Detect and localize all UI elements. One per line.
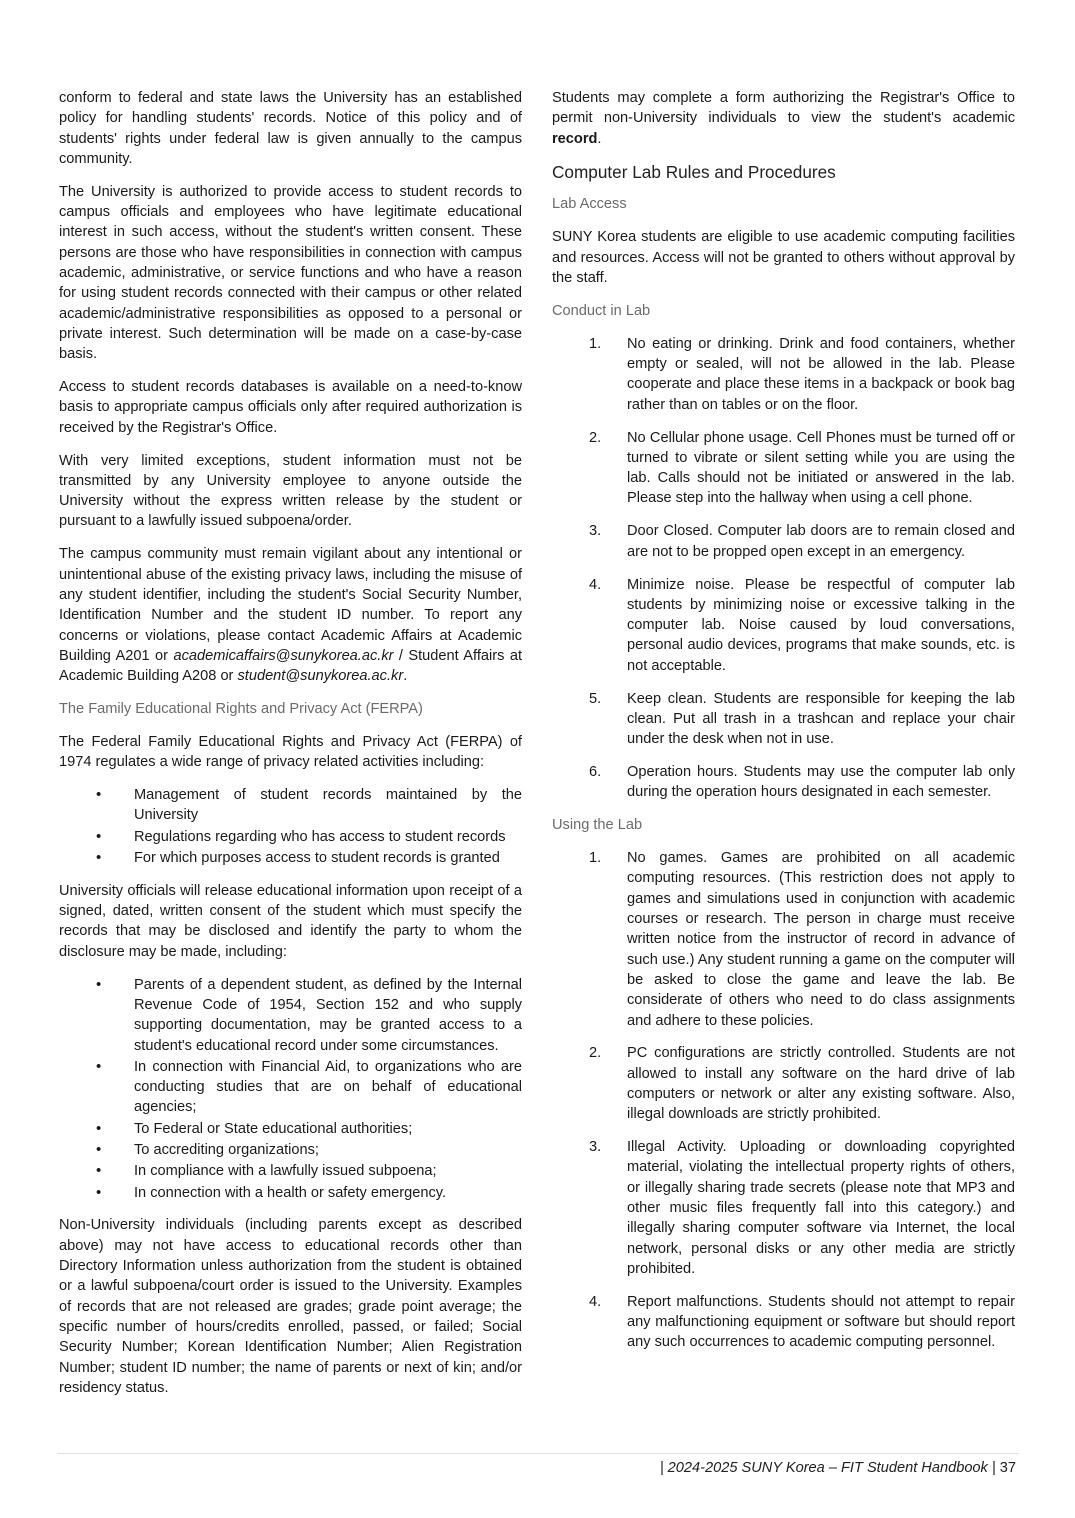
paragraph-lab-access: SUNY Korea students are eligible to use academic computing facilities and resources. Access will not be granted to others without approval by the staff.	[552, 229, 1015, 286]
list-item	[552, 1292, 1015, 1353]
list-item	[552, 575, 1015, 676]
list-item	[552, 1043, 1015, 1124]
conduct-list	[552, 334, 1015, 803]
list-item: • Regulations regarding who has access to student records	[59, 827, 522, 847]
paragraph-release-consent: University officials will release educational information upon receipt of a signed, dated, written consent of the student which must specify the records that may be disclosed and identify the party to whom the disclosure may be made, including:	[59, 882, 522, 960]
item-text: Door Closed. Computer lab doors are to remain closed and are not to be propped open except in an emergency.	[627, 523, 1015, 560]
list-item: • Parents of a dependent student, as defined by the Internal Revenue Code of 1954, Section 152 and who supply supporting documentation, may be granted access to a student's educational record under some circumstances.	[59, 975, 522, 1056]
item-text: No games. Games are prohibited on all academic computing resources. (This restriction does not apply to games and simulations used in conjunction with academic courses or research. The person in charge must receive written notice from the instructor of record in advance of such use.) Any student running a game on the computer will be asked to close the game and leave the lab. Be considerate of others who need to do class assignments and adhere to these policies.	[627, 850, 1015, 1029]
conduct-heading: Conduct in Lab	[552, 302, 651, 319]
footer-title: | 2024-2025 SUNY Korea – FIT Student Handbook |	[659, 1460, 996, 1476]
item-number: 3.	[589, 1139, 602, 1156]
list-item: • In connection with a health or safety emergency.	[59, 1183, 522, 1203]
list-item	[552, 1137, 1015, 1279]
authorization-text-end: .	[597, 130, 602, 147]
list-item	[552, 428, 1015, 509]
list-item	[552, 762, 1015, 803]
ferpa-bullet-list	[59, 785, 522, 868]
vigilance-text: The campus community must remain vigilant about any intentional or unintentional abuse of the existing privacy laws, including the misuse of any student identifier, including the student's Social Security Number, Identification Number and the student ID number. To report any concerns or violations, please contact Academic Affairs at Academic Building A201 or	[59, 546, 522, 664]
list-item	[552, 689, 1015, 750]
list-item: • To Federal or State educational authorities;	[59, 1119, 522, 1139]
lab-access-heading: Lab Access	[552, 196, 627, 213]
page-number: 37	[999, 1460, 1016, 1476]
item-text: Operation hours. Students may use the computer lab only during the operation hours designated in each semester.	[627, 764, 1015, 801]
lab-rules-heading: Computer Lab Rules and Procedures	[552, 162, 836, 183]
item-text: No eating or drinking. Drink and food containers, whether empty or sealed, will not be allowed in the lab. Please cooperate and place these items in a backpack or book bag rather than on tables or on the floor.	[627, 335, 1015, 413]
using-lab-list	[552, 848, 1015, 1353]
authorization-text: Students may complete a form authorizing the Registrar's Office to permit non-University individuals to view the student's academic	[552, 90, 1015, 127]
paragraph-access-officials: The University is authorized to provide access to student records to campus officials and employees who have legitimate educational interest in such access, without the student's written consent. These persons are those who have responsibilities in connection with campus academic, administrative, or service functions and who have a reason for using student records connected with their campus or other related academic/administrative responsibilities as opposed to a personal or private interest. Such determination will be made on a case-by-case basis.	[59, 183, 522, 363]
using-lab-heading: Using the Lab	[552, 817, 643, 834]
left-column	[59, 88, 522, 1411]
item-number: 5.	[589, 690, 602, 707]
item-text: No Cellular phone usage. Cell Phones must be turned off or turned to vibrate or silent setting while you are using the lab. Calls should not be initiated or answered in the lab. Please step into the hallway when using a cell phone.	[627, 429, 1015, 507]
list-item: • To accrediting organizations;	[59, 1140, 522, 1160]
item-text: Report malfunctions. Students should not attempt to repair any malfunctioning equipment or software but should report any such occurrences to academic computing personnel.	[627, 1293, 1015, 1351]
list-item	[552, 521, 1015, 562]
vigilance-text-end: .	[403, 668, 408, 685]
right-column	[552, 88, 1015, 1365]
vigilance-text-2: / Student Affairs at Academic Building A208 or	[59, 647, 522, 685]
student-affairs-email[interactable]: student@sunykorea.ac.kr	[237, 668, 404, 685]
page-footer	[660, 1460, 1016, 1476]
list-item: • In connection with Financial Aid, to organizations who are conducting studies that are on behalf of educational agencies;	[59, 1057, 522, 1118]
list-item	[552, 848, 1015, 1031]
list-item	[552, 334, 1015, 415]
item-text: Illegal Activity. Uploading or downloading copyrighted material, violating the intellectual property rights of others, or illegally sharing trade secrets (please note that MP3 and other music files frequently fall into this category.) and illegally sharing computer software via Internet, the local network, personal disks or any other media are strictly prohibited.	[627, 1139, 1015, 1277]
list-item: • For which purposes access to student records is granted	[59, 848, 522, 868]
paragraph-non-university: Non-University individuals (including parents except as described above) may not have access to educational records other than Directory Information unless authorization from the student is obtained or a lawful subpoena/court order is issued to the University. Examples of records that are not released are grades; grade point average; the specific number of hours/credits enrolled, passed, or failed; Social Security Number; Korean Identification Number; Alien Registration Number; student ID number; the name of parents or next of kin; and/or residency status.	[59, 1217, 522, 1396]
item-number: 3.	[589, 523, 602, 540]
item-text: PC configurations are strictly controlled. Students are not allowed to install any software on the hard drive of lab computers or network or alter any existing software. Also, illegal downloads are strictly prohibited.	[627, 1045, 1015, 1123]
paragraph-transmission: With very limited exceptions, student information must not be transmitted by any University employee to anyone outside the University without the express written release by the student or pursuant to a lawfully issued subpoena/order.	[59, 452, 522, 530]
item-text: Minimize noise. Please be respectful of computer lab students by minimizing noise or excessive talking in the computer lab. Noise caused by loud conversations, personal audio devices, programs that make sounds, etc. is not acceptable.	[627, 576, 1015, 674]
paragraph-ferpa-intro: The Federal Family Educational Rights and Privacy Act (FERPA) of 1974 regulates a wide range of privacy related activities including:	[59, 733, 522, 771]
list-item: • In compliance with a lawfully issued subpoena;	[59, 1161, 522, 1181]
ferpa-heading: The Family Educational Rights and Privacy Act (FERPA)	[59, 700, 423, 717]
paragraph-records-policy: conform to federal and state laws the University has an established policy for handling students' records. Notice of this policy and of students' rights under federal law is given annually to the campus community.	[59, 90, 522, 167]
academic-affairs-email[interactable]: academicaffairs@sunykorea.ac.kr	[173, 647, 394, 664]
paragraph-vigilance	[59, 544, 522, 686]
item-number: 6.	[589, 764, 602, 781]
item-text: Keep clean. Students are responsible for keeping the lab clean. Put all trash in a trashcan and replace your chair under the desk when not in use.	[627, 690, 1015, 748]
record-bold: record	[552, 130, 598, 147]
item-number: 4.	[589, 1293, 602, 1310]
footer-divider	[57, 1453, 1019, 1454]
item-number: 4.	[589, 576, 602, 593]
item-number: 1.	[589, 850, 602, 867]
item-number: 2.	[589, 1045, 602, 1062]
item-number: 1.	[589, 335, 602, 352]
paragraph-authorization-form	[552, 88, 1015, 149]
release-bullet-list	[59, 975, 522, 1203]
paragraph-database-access: Access to student records databases is available on a need-to-know basis to appropriate campus officials only after required authorization is received by the Registrar's Office.	[59, 379, 522, 436]
list-item: • Management of student records maintained by the University	[59, 785, 522, 826]
item-number: 2.	[589, 429, 602, 446]
